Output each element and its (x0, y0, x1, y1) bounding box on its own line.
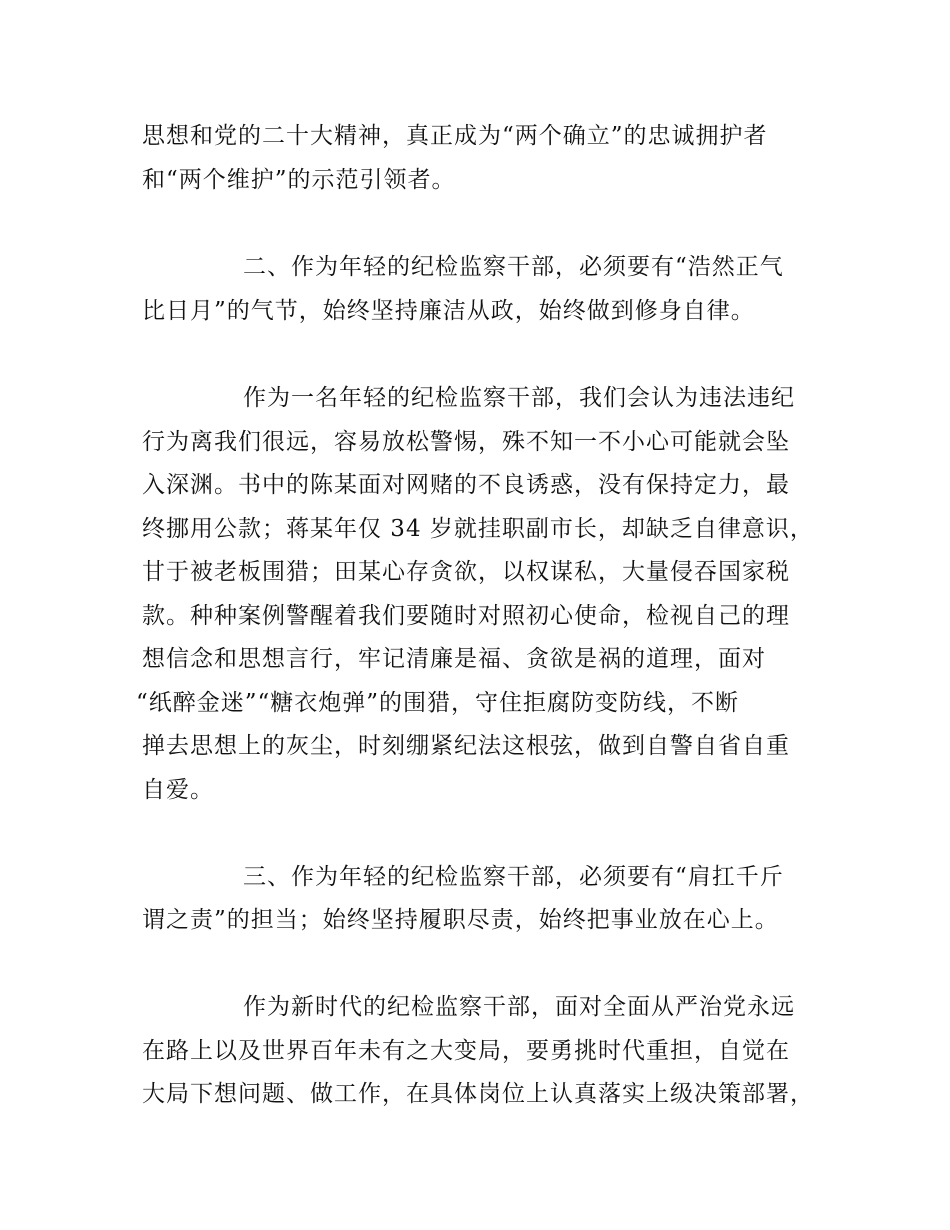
text-line: 掸去思想上的灰尘，时刻绷紧纪法这根弦，做到自警自省自重 (142, 733, 790, 759)
text-line: 想信念和思想言行，牢记清廉是福、贪欲是祸的道理，面对 (142, 646, 766, 672)
text-line: 终挪用公款；蒋某年仅 34 岁就挂职副市长，却缺乏自律意识， (142, 516, 814, 542)
text-line: 大局下想问题、做工作，在具体岗位上认真落实上级决策部署， (142, 1081, 814, 1107)
text-line: 甘于被老板围猎；田某心存贪欲，以权谋私，大量侵吞国家税 (142, 559, 790, 585)
text-line: 作为新时代的纪检监察干部，面对全面从严治党永远 (243, 994, 795, 1020)
text-line: “纸醉金迷”“糖衣炮弹”的围猎，守住拒腐防变防线，不断 (136, 690, 740, 716)
text-line: 和“两个维护”的示范引领者。 (142, 167, 456, 193)
section-heading-line: 比日月”的气节，始终坚持廉洁从政，始终做到修身自律。 (142, 298, 755, 324)
text-line: 款。种种案例警醒着我们要随时对照初心使命，检视自己的理 (142, 603, 790, 629)
text-line: 作为一名年轻的纪检监察干部，我们会认为违法违纪 (243, 385, 795, 411)
text-line: 自爱。 (142, 777, 214, 803)
text-line: 在路上以及世界百年未有之大变局，要勇挑时代重担，自觉在 (142, 1038, 790, 1064)
text-line: 入深渊。书中的陈某面对网赌的不良诱惑，没有保持定力，最 (142, 472, 790, 498)
text-line: 思想和党的二十大精神，真正成为“两个确立”的忠诚拥护者 (142, 123, 768, 149)
text-line: 行为离我们很远，容易放松警惕，殊不知一不小心可能就会坠 (142, 429, 790, 455)
section-heading-line: 谓之责”的担当；始终坚持履职尽责，始终把事业放在心上。 (142, 907, 779, 933)
section-heading-line: 二、作为年轻的纪检监察干部，必须要有“浩然正气 (243, 254, 784, 280)
section-heading-line: 三、作为年轻的纪检监察干部，必须要有“肩扛千斤 (243, 864, 784, 890)
